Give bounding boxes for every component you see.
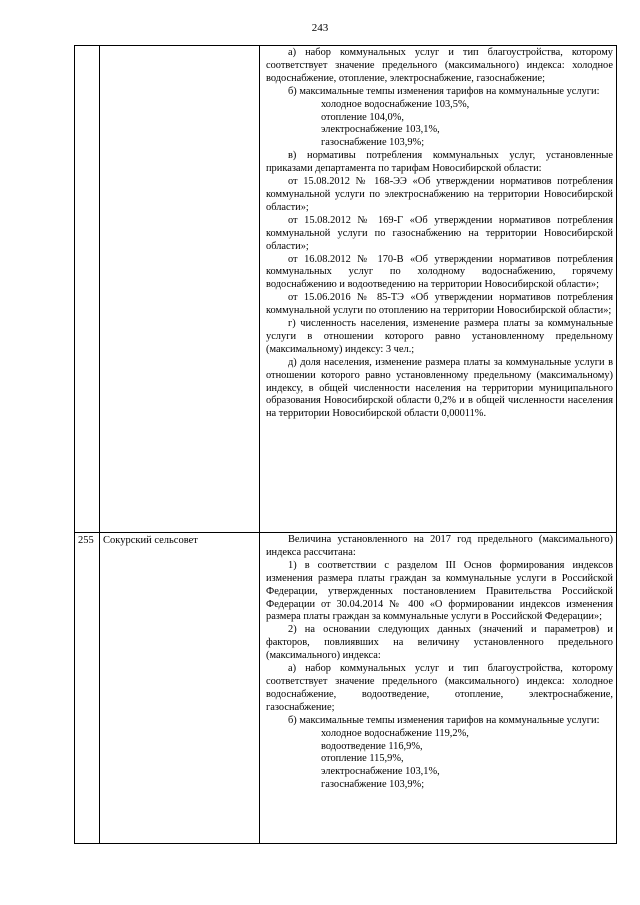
paragraph: газоснабжение 103,9%; bbox=[321, 779, 425, 791]
paragraph: газоснабжение 103,9%; bbox=[321, 137, 425, 149]
municipality-cell: Сокурский сельсовет bbox=[100, 533, 260, 844]
row-number-cell bbox=[75, 46, 100, 533]
paragraph: а) набор коммунальных услуг и тип благоустройства, которому соответствует значение предельного (максимального) индекса: холодное водоснабжение, отопление, электроснабжение, газоснабжение; bbox=[266, 47, 613, 84]
paragraph: Величина установленного на 2017 год предельного (максимального) индекса рассчитана: bbox=[266, 534, 613, 558]
paragraph: б) максимальные темпы изменения тарифов на коммунальные услуги: bbox=[288, 714, 600, 726]
description-text bbox=[260, 533, 616, 793]
paragraph: г) численность населения, изменение размера платы за коммунальные услуги в отношении которого равно установленному предельному (максимальному) индексу: 3 чел.; bbox=[266, 318, 613, 355]
row-number-cell: 255 bbox=[75, 533, 100, 844]
paragraph: от 15.08.2012 № 169-Г «Об утверждении нормативов потребления коммунальной услуги по газоснабжению на территории Новосибирской области»; bbox=[266, 214, 613, 252]
paragraph: холодное водоснабжение 103,5%, bbox=[321, 98, 470, 110]
table-row bbox=[75, 46, 617, 533]
paragraph: отопление 104,0%, bbox=[321, 111, 404, 123]
paragraph: а) набор коммунальных услуг и тип благоустройства, которому соответствует значение предельного (максимального) индекса: холодное водоснабжение, водоотведение, отопление, электроснабжение, газоснабжение; bbox=[266, 663, 613, 713]
paragraph: от 15.06.2016 № 85-ТЭ «Об утверждении нормативов потребления коммунальной услуги по отоплению на территории Новосибирской области»; bbox=[266, 292, 613, 317]
paragraph: б) максимальные темпы изменения тарифов на коммунальные услуги: bbox=[288, 85, 600, 97]
paragraph: 1) в соответствии с разделом III Основ формирования индексов изменения размера платы граждан за коммунальные услуги в Российской Федерации, утвержденных постановлением Правительства Российской Федерации от 30.04.2014 № 400 «О формировании индексов изменения размера платы граждан за коммунальные услуги в Российской Федерации»; bbox=[266, 559, 613, 623]
description-text bbox=[260, 46, 616, 422]
paragraph: электроснабжение 103,1%, bbox=[321, 124, 440, 136]
paragraph: д) доля населения, изменение размера платы за коммунальные услуги в отношении которого равно установленному предельному (максимальному) индексу, в общей численности населения на территории муниципального образования Новосибирской области 0,2% и в общей численности населения на территории Новосибирской области 0,00011%. bbox=[266, 356, 613, 420]
paragraph: от 16.08.2012 № 170-В «Об утверждении нормативов потребления коммунальных услуг по холодному водоснабжению, горячему водоснабжению и водоотведению на территории Новосибирской области»; bbox=[266, 253, 613, 291]
paragraph: электроснабжение 103,1%, bbox=[321, 766, 440, 778]
municipality-cell bbox=[100, 46, 260, 533]
paragraph: 2) на основании следующих данных (значений и параметров) и факторов, повлиявших на величину установленного предельного (максимального) индекса: bbox=[266, 624, 613, 662]
page-number: 243 bbox=[311, 22, 329, 34]
paragraph: от 15.08.2012 № 168-ЭЭ «Об утверждении нормативов потребления коммунальной услуги по электроснабжению на территории Новосибирской области»; bbox=[266, 176, 613, 213]
description-cell bbox=[260, 46, 617, 533]
description-cell bbox=[260, 533, 617, 844]
table-row bbox=[75, 533, 617, 844]
paragraph: водоотведение 116,9%, bbox=[321, 740, 423, 752]
document-table bbox=[74, 45, 617, 844]
paragraph: холодное водоснабжение 119,2%, bbox=[321, 727, 469, 739]
paragraph: в) нормативы потребления коммунальных услуг, установленные приказами департамента по тарифам Новосибирской области: bbox=[266, 150, 613, 175]
paragraph: отопление 115,9%, bbox=[321, 753, 404, 765]
